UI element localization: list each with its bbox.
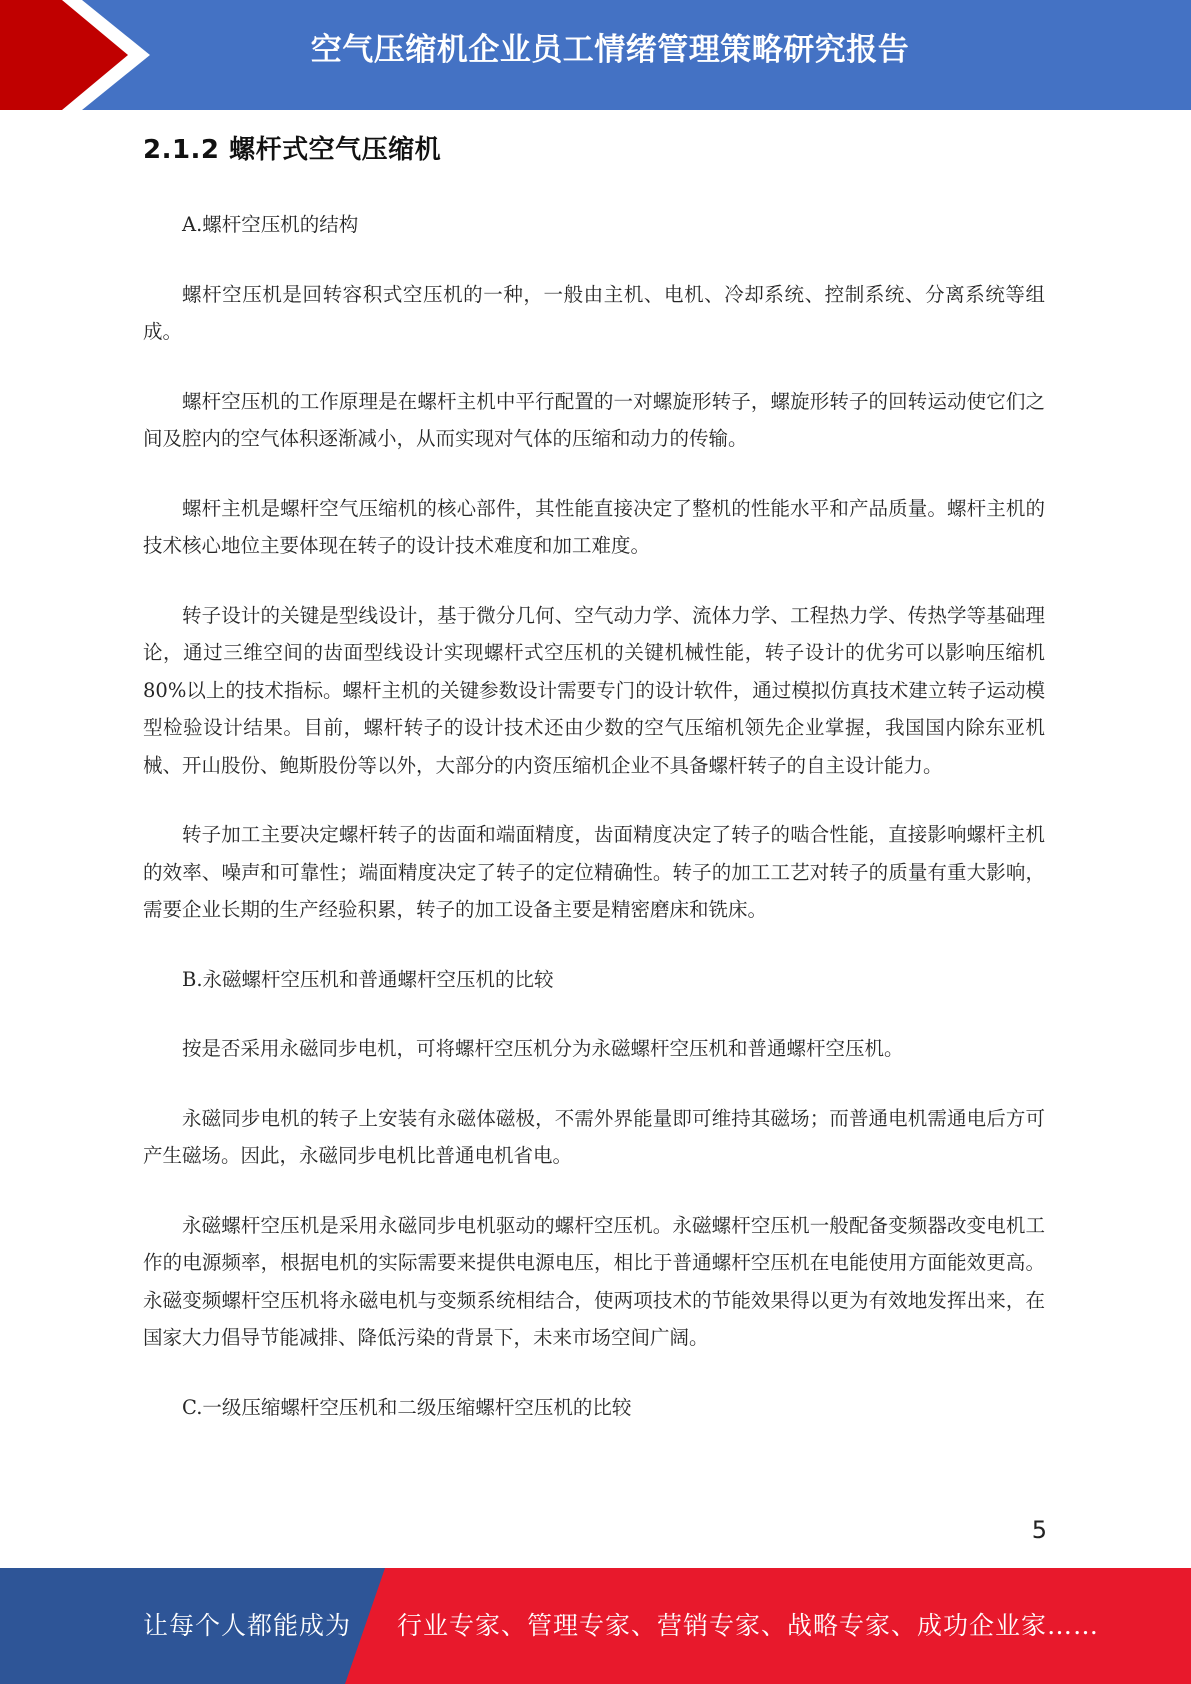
paragraph-permanent-magnet-motor: 永磁同步电机的转子上安装有永磁体磁极，不需外界能量即可维持其磁场；而普通电机需通电后方可产生磁场。因此，永磁同步电机比普通电机省电。 [143,1106,1045,1167]
paragraph-core-component: 螺杆主机是螺杆空气压缩机的核心部件，其性能直接决定了整机的性能水平和产品质量。螺杆主机的技术核心地位主要体现在转子的设计技术难度和加工难度。 [143,496,1045,557]
report-title: 空气压缩机企业员工情绪管理策略研究报告 [310,32,910,68]
footer-banner [0,1568,1191,1684]
section-heading: 2.1.2 螺杆式空气压缩机 [143,135,442,165]
footer-slogan-right: 行业专家、管理专家、营销专家、战略专家、成功企业家…… [397,1611,1100,1640]
header-banner [0,0,1191,110]
paragraph-rotor-machining: 转子加工主要决定螺杆转子的齿面和端面精度，齿面精度决定了转子的啮合性能，直接影响螺杆主机的效率、噪声和可靠性；端面精度决定了转子的定位精确性。转子的加工工艺对转子的质量有重大影响，需要企业长期的生产经验积累，转子的加工设备主要是精密磨床和铣床。 [143,823,1045,921]
footer-slogan-left: 让每个人都能成为 [143,1611,352,1640]
paragraph-pm-compressor: 永磁螺杆空压机是采用永磁同步电机驱动的螺杆空压机。永磁螺杆空压机一般配备变频器改变电机工作的电源频率，根据电机的实际需要来提供电源电压，相比于普通螺杆空压机在电能使用方面能效更高。永磁变频螺杆空压机将永磁电机与变频系统相结合，使两项技术的节能效果得以更为有效地发挥出来，在国家大力倡导节能减排、降低污染的背景下，未来市场空间广阔。 [143,1213,1045,1349]
subheading-c-comparison: C.一级压缩螺杆空压机和二级压缩螺杆空压机的比较 [182,1395,632,1419]
paragraph-rotor-design: 转子设计的关键是型线设计，基于微分几何、空气动力学、流体力学、工程热力学、传热学等基础理论，通过三维空间的齿面型线设计实现螺杆式空压机的关键机械性能，转子设计的优劣可以影响压缩机 80%以上的技术指标。螺杆主机的关键参数设计需要专门的设计软件，通过模拟仿真技术建立转子运动模型检验设计结果。目前，螺杆转子的设计技术还由少数的空气压缩机领先企业掌握，我国国内除东亚机械、开山股份、鲍斯股份等以外，大部分的内资压缩机企业不具备螺杆转子的自主设计能力。 [143,603,1045,777]
subheading-b-comparison: B.永磁螺杆空压机和普通螺杆空压机的比较 [182,967,554,991]
document-body [143,128,1045,1458]
subheading-a-structure: A.螺杆空压机的结构 [182,213,359,236]
paragraph-working-principle: 螺杆空压机的工作原理是在螺杆主机中平行配置的一对螺旋形转子，螺旋形转子的回转运动使它们之间及腔内的空气体积逐渐减小，从而实现对气体的压缩和动力的传输。 [143,389,1045,450]
page-number: 5 [1031,1516,1047,1544]
paragraph-classification: 按是否采用永磁同步电机，可将螺杆空压机分为永磁螺杆空压机和普通螺杆空压机。 [182,1037,904,1060]
paragraph-composition: 螺杆空压机是回转容积式空压机的一种，一般由主机、电机、冷却系统、控制系统、分离系统等组成。 [143,282,1045,343]
